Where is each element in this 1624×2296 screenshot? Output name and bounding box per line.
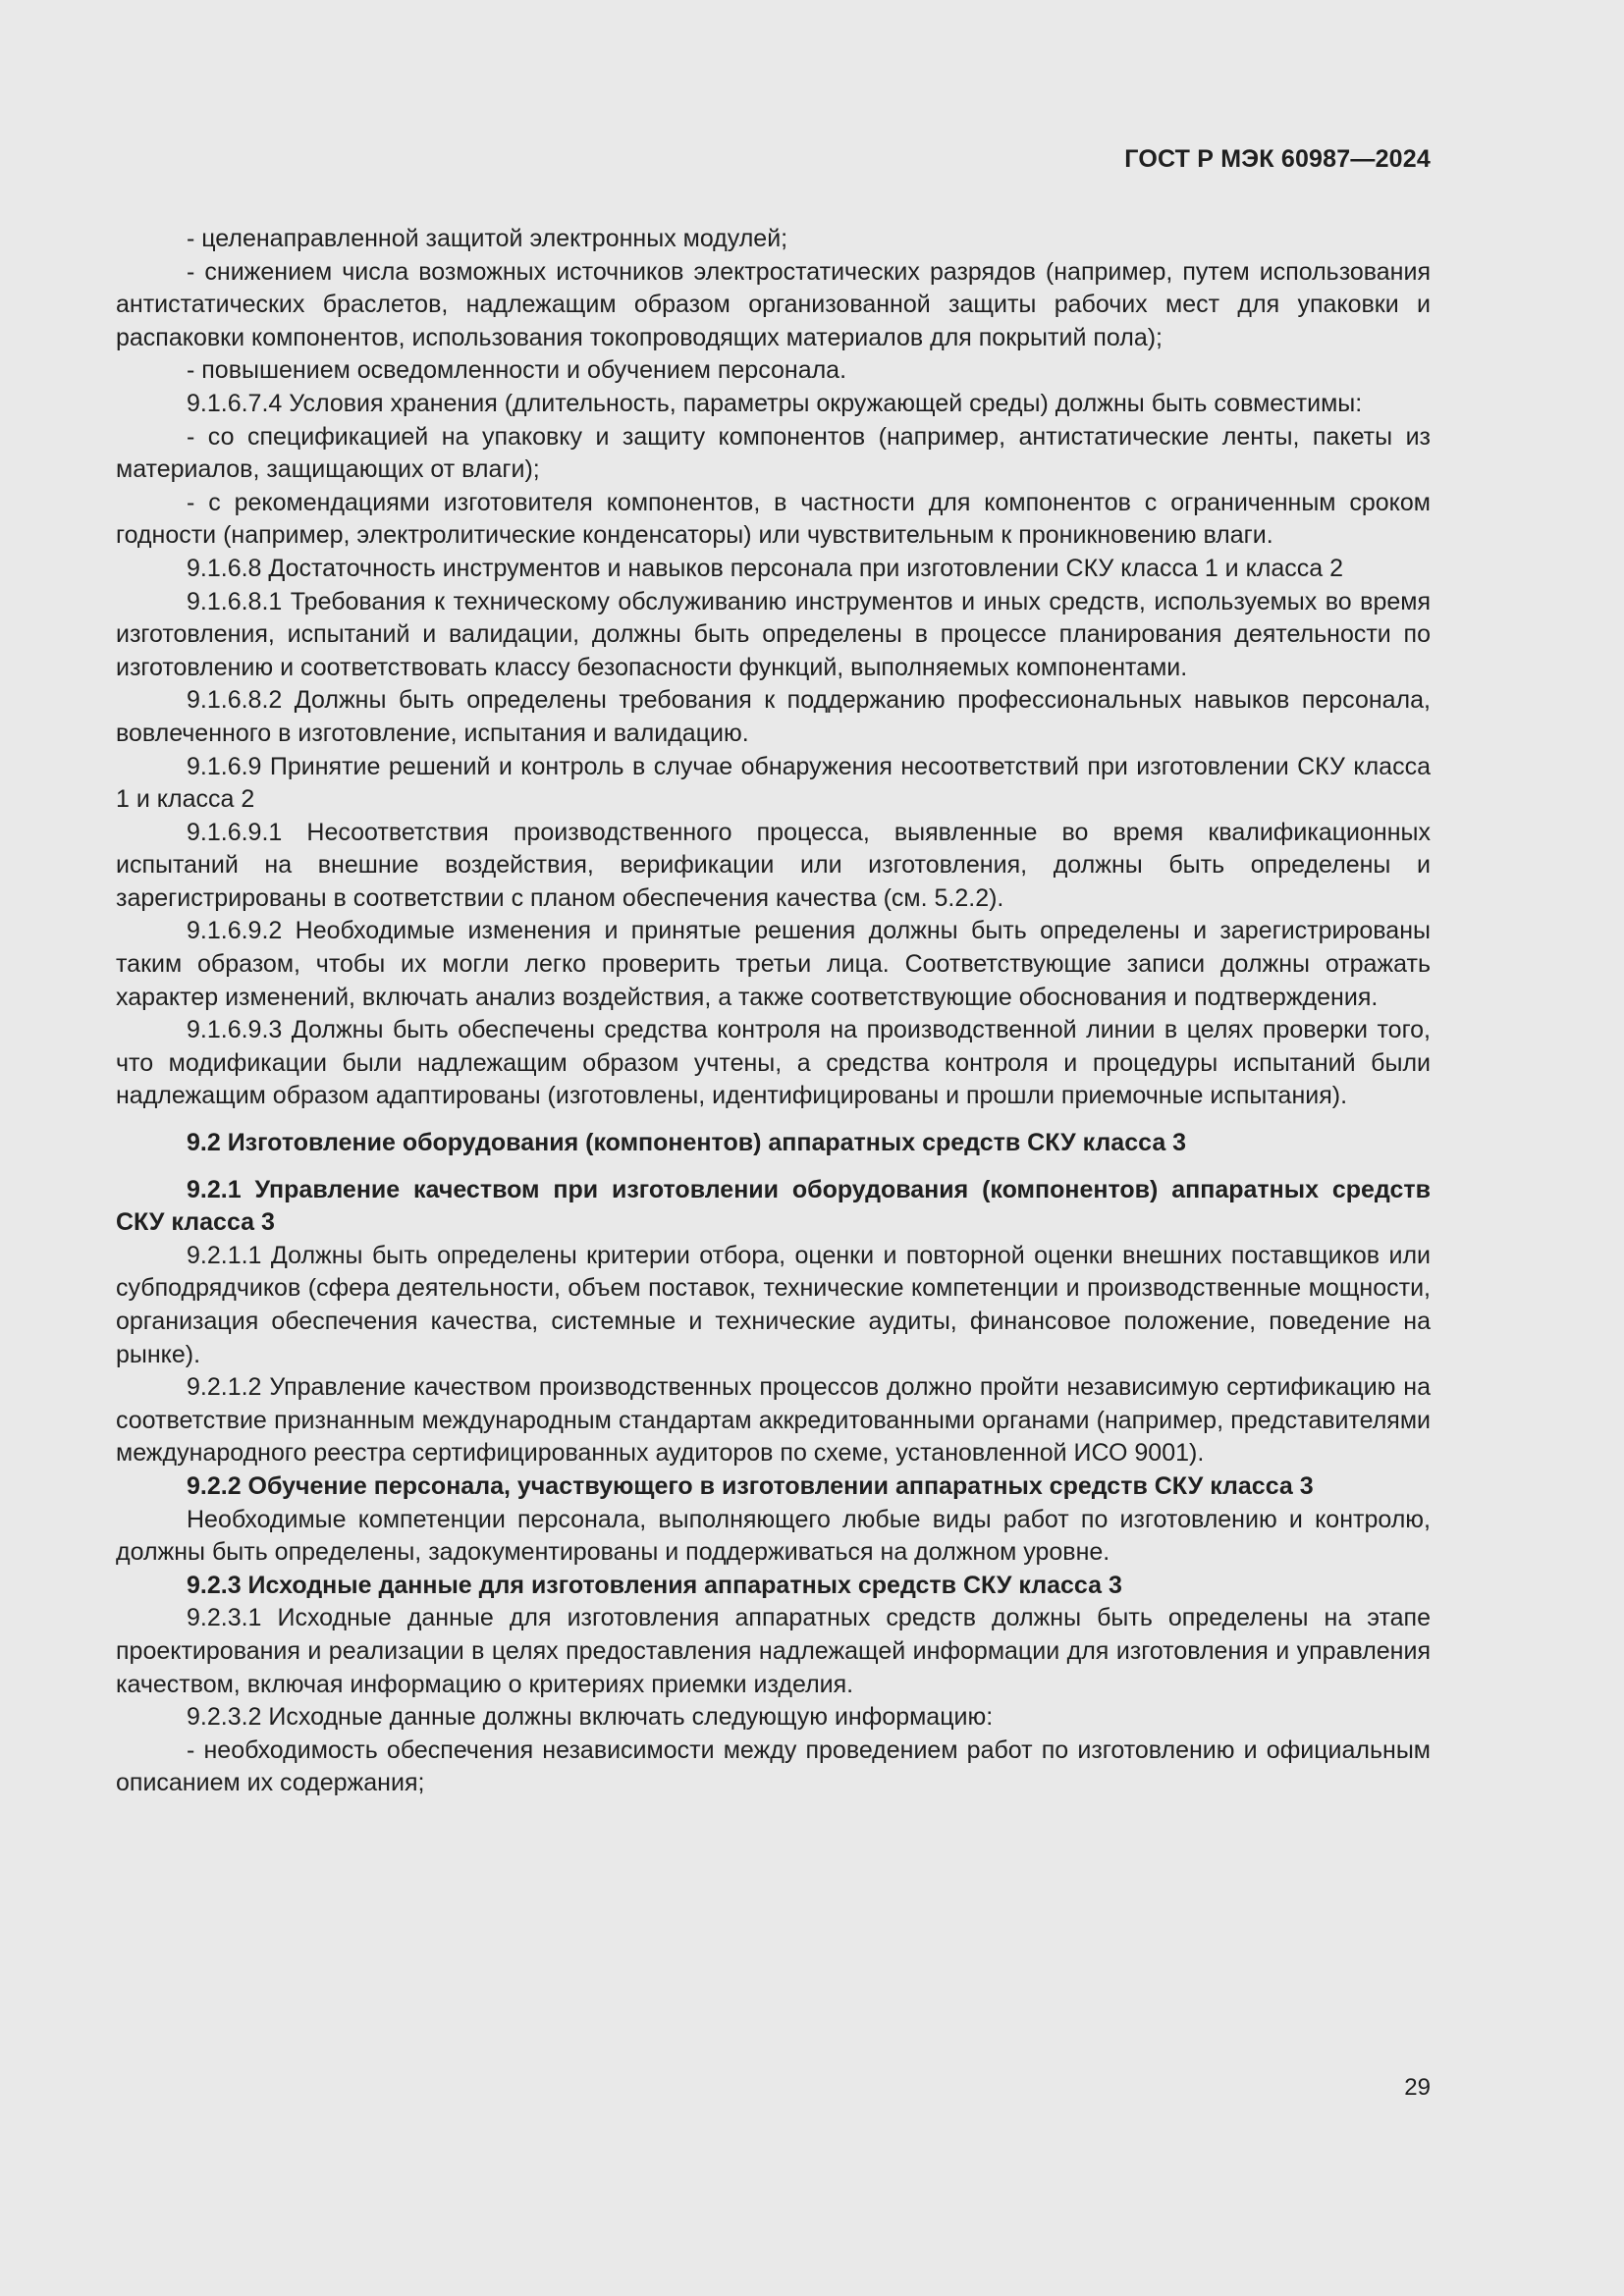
clause-9-1-6-9-1: 9.1.6.9.1 Несоответствия производственного процесса, выявленные во время квалификационных испытаний на внешние воздействия, верификации или изготовления, должны быть определены и зарегистрированы в соответствии с планом обеспечения качества (см. 5.2.2). [116, 818, 1431, 912]
list-item: - необходимость обеспечения независимости между проведением работ по изготовлению и официальным описанием их содержания; [116, 1735, 1431, 1797]
clause-9-2-3-2: 9.2.3.2 Исходные данные должны включать следующую информацию: [187, 1703, 994, 1732]
clause-9-1-6-9-2: 9.1.6.9.2 Необходимые изменения и принятые решения должны быть определены и зарегистрированы таким образом, чтобы их могли легко проверить третьи лица. Соответствующие записи должны отражать характер изменений, включать анализ воздействия, а также соответствующие обоснования и подтверждения. [116, 917, 1431, 1011]
subsection-heading-9-2-2: 9.2.2 Обучение персонала, участвующего в изготовлении аппаратных средств СКУ класса 3 [187, 1471, 1314, 1500]
list-item: - повышением осведомленности и обучением персонала. [187, 356, 847, 385]
list-item: - снижением числа возможных источников электростатических разрядов (например, путем использования антистатических браслетов, надлежащим образом организованной защиты рабочих мест для упаковки и распаковки компонентов, использования токопроводящих материалов для покрытий пола); [116, 257, 1431, 351]
clause-9-1-6-7-4: 9.1.6.7.4 Условия хранения (длительность, параметры окружающей среды) должны быть совместимы: [187, 389, 1363, 417]
list-item: - со спецификацией на упаковку и защиту компонентов (например, антистатические ленты, пакеты из материалов, защищающих от влаги); [116, 422, 1431, 484]
clause-9-1-6-9-3: 9.1.6.9.3 Должны быть обеспечены средства контроля на производственной линии в целях проверки того, что модификации были надлежащим образом учтены, а средства контроля и процедуры испытаний были надлежащим образом адаптированы (изготовлены, идентифицированы и прошли приемочные испытания). [116, 1016, 1431, 1110]
subsection-heading-9-2-3: 9.2.3 Исходные данные для изготовления аппаратных средств СКУ класса 3 [187, 1571, 1122, 1599]
clause-9-1-6-8-1: 9.1.6.8.1 Требования к техническому обслуживанию инструментов и иных средств, используемых во время изготовления, испытаний и валидации, должны быть определены в процессе планирования деятельности по изготовлению и соответствовать классу безопасности функций, выполняемых компонентами. [116, 587, 1431, 681]
clause-9-2-2-text: Необходимые компетенции персонала, выполняющего любые виды работ по изготовлению и контролю, должны быть определены, задокументированы и поддерживаться на должном уровне. [116, 1505, 1431, 1567]
list-item: - целенаправленной защитой электронных модулей; [187, 225, 788, 252]
page-number: 29 [1404, 2074, 1431, 2101]
list-item: - с рекомендациями изготовителя компонентов, в частности для компонентов с ограниченным сроком годности (например, электролитические конденсаторы) или чувствительным к проникновению влаги. [116, 488, 1431, 550]
subsection-heading-9-2-1: 9.2.1 Управление качеством при изготовлении оборудования (компонентов) аппаратных средств СКУ класса 3 [116, 1175, 1431, 1237]
standard-designation: ГОСТ Р МЭК 60987—2024 [1124, 145, 1431, 173]
clause-9-1-6-8-2: 9.1.6.8.2 Должны быть определены требования к поддержанию профессиональных навыков персонала, вовлеченного в изготовление, испытания и валидацию. [116, 686, 1431, 747]
clause-9-1-6-8: 9.1.6.8 Достаточность инструментов и навыков персонала при изготовлении СКУ класса 1 и класса 2 [187, 554, 1344, 582]
clause-9-1-6-9: 9.1.6.9 Принятие решений и контроль в случае обнаружения несоответствий при изготовлении СКУ класса 1 и класса 2 [116, 752, 1431, 814]
clause-9-2-3-1: 9.2.3.1 Исходные данные для изготовления аппаратных средств должны быть определены на этапе проектирования и реализации в целях предоставления надлежащей информации для изготовления и управления качеством, включая информацию о критериях приемки изделия. [116, 1604, 1431, 1698]
section-heading-9-2: 9.2 Изготовление оборудования (компонентов) аппаратных средств СКУ класса 3 [187, 1129, 1187, 1157]
clause-9-2-1-1: 9.2.1.1 Должны быть определены критерии отбора, оценки и повторной оценки внешних поставщиков или субподрядчиков (сфера деятельности, объем поставок, технические компетенции и производственные мощности, организация обеспечения качества, системные и технические аудиты, финансовое положение, поведение на рынке). [116, 1241, 1431, 1368]
document-body [116, 223, 1431, 1800]
clause-9-2-1-2: 9.2.1.2 Управление качеством производственных процессов должно пройти независимую сертификацию на соответствие признанным международным стандартам аккредитованными органами (например, представителями международного реестра сертифицированных аудиторов по схеме, установленной ИСО 9001). [116, 1373, 1431, 1468]
